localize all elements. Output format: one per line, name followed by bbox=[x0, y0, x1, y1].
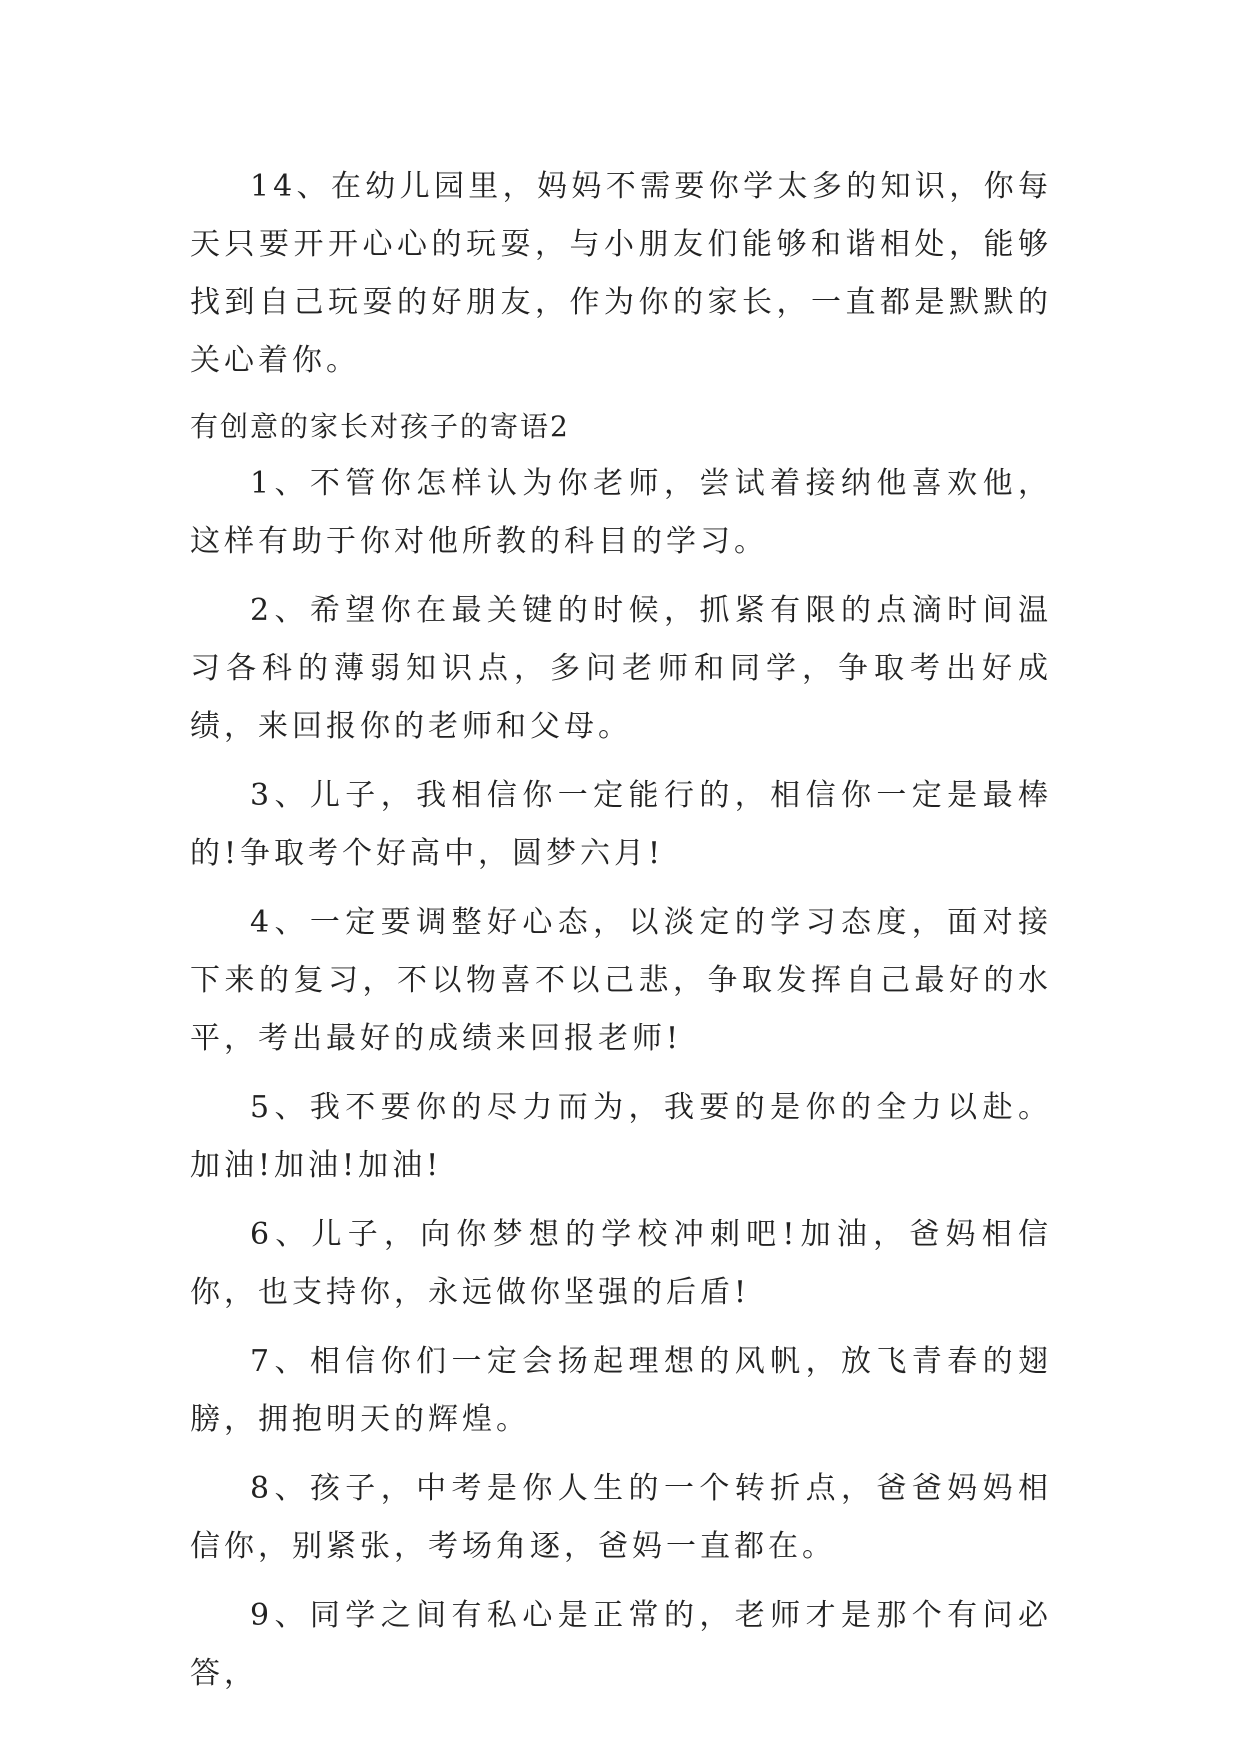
paragraph-8: 8、孩子，中考是你人生的一个转折点，爸爸妈妈相信你，别紧张，考场角逐，爸妈一直都在。 bbox=[190, 1471, 1052, 1564]
document-body bbox=[190, 158, 1052, 1714]
paragraph-9: 9、同学之间有私心是正常的，老师才是那个有问必答， bbox=[190, 1598, 1052, 1691]
section-heading: 有创意的家长对孩子的寄语2 bbox=[190, 410, 570, 443]
paragraph-1: 1、不管你怎样认为你老师，尝试着接纳他喜欢他，这样有助于你对他所教的科目的学习。 bbox=[190, 466, 1052, 559]
paragraph-7: 7、相信你们一定会扬起理想的风帆，放飞青春的翅膀，拥抱明天的辉煌。 bbox=[190, 1344, 1052, 1437]
paragraph-2: 2、希望你在最关键的时候，抓紧有限的点滴时间温习各科的薄弱知识点，多问老师和同学，争取考出好成绩，来回报你的老师和父母。 bbox=[190, 593, 1052, 744]
paragraph-3: 3、儿子，我相信你一定能行的，相信你一定是最棒的!争取考个好高中，圆梦六月! bbox=[190, 778, 1052, 871]
paragraph-4: 4、一定要调整好心态，以淡定的学习态度，面对接下来的复习，不以物喜不以己悲，争取发挥自己最好的水平，考出最好的成绩来回报老师! bbox=[190, 905, 1052, 1056]
paragraph-6: 6、儿子，向你梦想的学校冲刺吧!加油，爸妈相信你，也支持你，永远做你坚强的后盾! bbox=[190, 1217, 1052, 1310]
paragraph-14: 14、在幼儿园里，妈妈不需要你学太多的知识，你每天只要开开心心的玩耍，与小朋友们能够和谐相处，能够找到自己玩耍的好朋友，作为你的家长，一直都是默默的关心着你。 bbox=[190, 169, 1052, 378]
paragraph-5: 5、我不要你的尽力而为，我要的是你的全力以赴。加油!加油!加油! bbox=[190, 1090, 1052, 1183]
